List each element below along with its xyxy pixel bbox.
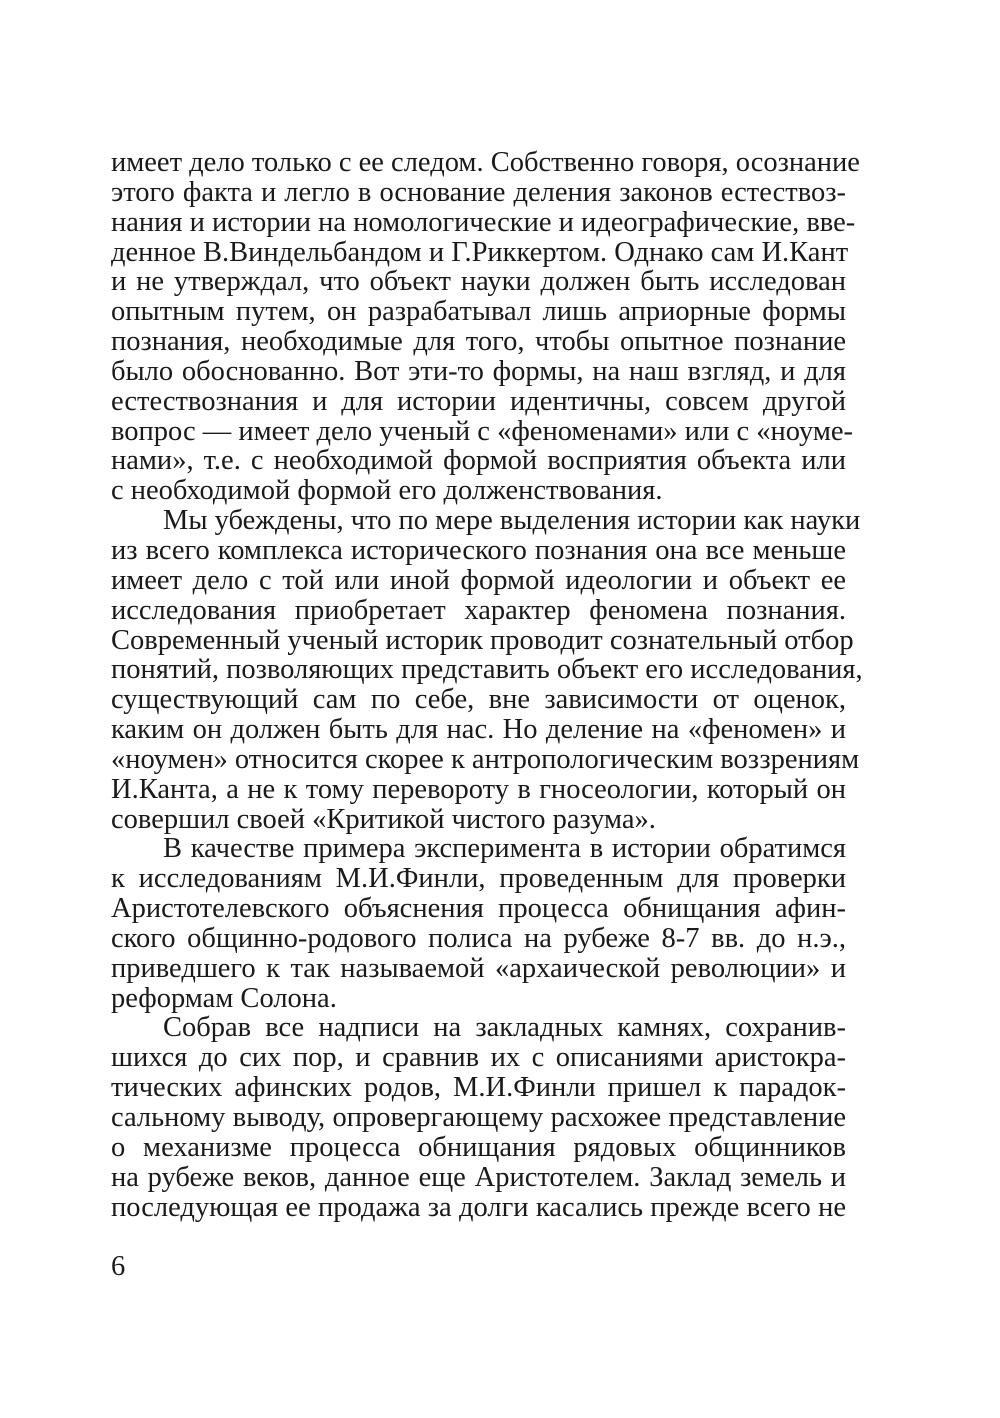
text-line: к исследованиям М.И.Финли, проведенным для проверки [111, 863, 846, 895]
body-text [111, 147, 863, 1223]
text-line: вопрос — имеет дело ученый с «феноменами» или с «ноуме- [111, 415, 853, 447]
text-line: на рубеже веков, данное еще Аристотелем. Заклад земель и [111, 1161, 846, 1193]
text-line: ского общинно-родового полиса на рубеже 8-7 вв. до н.э., [111, 922, 846, 954]
text-line: существующий сам по себе, вне зависимости от оценок, [111, 684, 846, 716]
paragraph [111, 1013, 846, 1222]
paragraph [111, 834, 846, 1013]
text-line: естествознания и для истории идентичны, совсем другой [111, 385, 846, 417]
paragraph [111, 147, 860, 507]
text-line: понятий, позволяющих представить объект его исследования, [111, 654, 863, 686]
text-line: из всего комплекса исторического познания она все меньше [111, 534, 846, 566]
text-line: имеет дело с той или иной формой идеологии и объект ее [111, 564, 846, 596]
text-line: реформам Солона. [111, 982, 337, 1014]
text-line: и не утверждал, что объект науки должен быть исследован [111, 266, 846, 298]
text-line: «ноумен» относится скорее к антропологическим воззрениям [111, 743, 860, 775]
text-line: последующая ее продажа за долги касались прежде всего не [111, 1191, 846, 1223]
text-line: И.Канта, а не к тому перевороту в гносеологии, который он [111, 773, 846, 805]
text-line: познания, необходимые для того, чтобы опытное познание [111, 326, 846, 358]
text-line: было обоснованно. Вот эти-то формы, на наш взгляд, и для [111, 355, 846, 387]
page-number: 6 [111, 1251, 126, 1282]
text-line: тических афинских родов, М.И.Финли пришел к парадок- [111, 1072, 846, 1104]
paragraph [111, 505, 863, 835]
text-line: имеет дело только с ее следом. Собственно говоря, осознание [111, 147, 860, 178]
text-line: сальному выводу, опровергающему расхожее представление [111, 1102, 846, 1133]
text-line: шихся до сих пор, и сравнив их с описаниями аристокра- [111, 1042, 846, 1074]
text-line: нами», т.е. с необходимой формой восприятия объекта или [111, 445, 846, 477]
text-line: исследования приобретает характер феномена познания. [111, 594, 846, 626]
text-line: Аристотелевского объяснения процесса обнищания афин- [111, 893, 846, 925]
text-line: опытным путем, он разрабатывал лишь априорные формы [111, 296, 846, 328]
text-line: с необходимой формой его долженствования. [111, 475, 663, 507]
text-line: этого факта и легло в основание деления законов естествоз- [111, 176, 846, 208]
text-line: В качестве примера эксперимента в истории обратимся [163, 833, 846, 865]
text-line: Мы убеждены, что по мере выделения истории как науки [163, 505, 861, 537]
text-line: приведшего к так называемой «архаической революции» и [111, 952, 846, 984]
text-line: о механизме процесса обнищания рядовых общинников [111, 1131, 846, 1163]
text-line: каким он должен быть для нас. Но деление на «феномен» и [111, 714, 846, 746]
text-line: Собрав все надписи на закладных камнях, сохранив- [163, 1012, 846, 1044]
text-line: денное В.Виндельбандом и Г.Риккертом. Однако сам И.Кант [111, 236, 849, 268]
text-line: совершил своей «Критикой чистого разума». [111, 803, 656, 835]
text-line: Современный ученый историк проводит сознательный отбор [111, 624, 854, 656]
text-line: нания и истории на номологические и идеографические, вве- [111, 206, 856, 238]
